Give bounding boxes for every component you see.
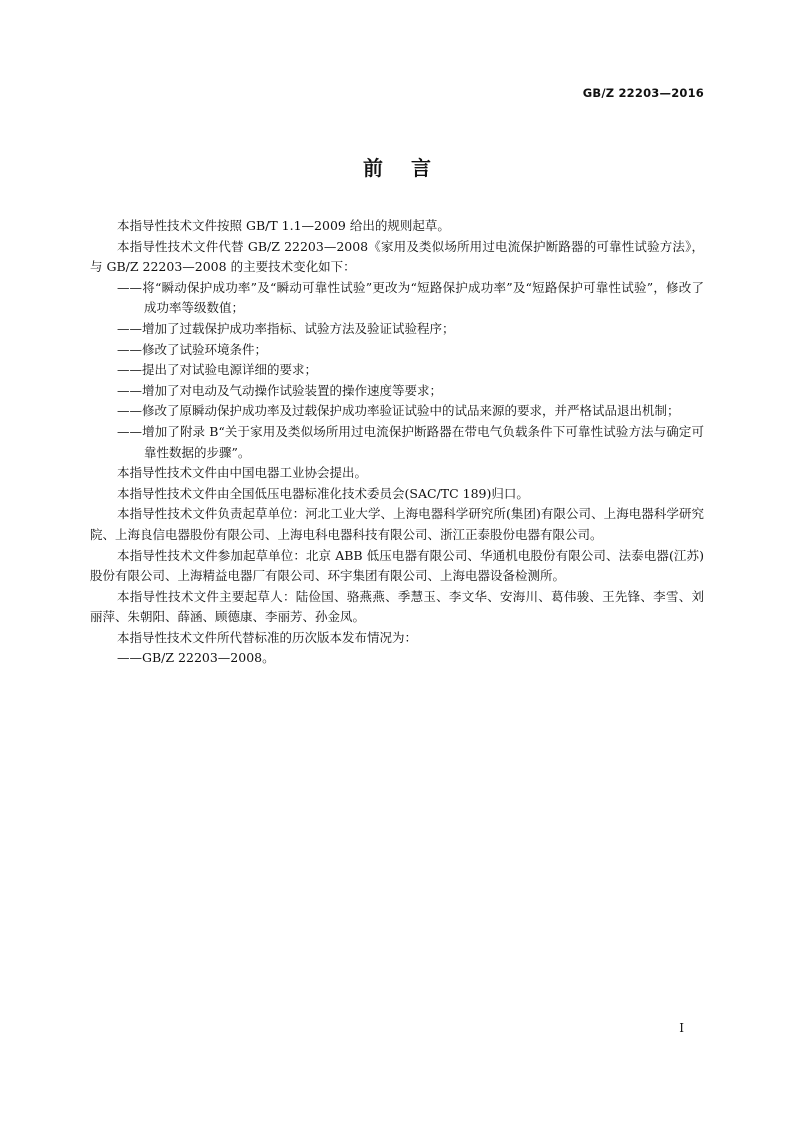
- change-item: ——修改了试验环境条件；: [117, 341, 268, 357]
- standard-number: GB/Z 22203—2016: [582, 86, 704, 100]
- paragraph-lead-drafters: 本指导性技术文件负责起草单位：河北工业大学、上海电器科学研究所(集团)有限公司、上海电器科学研究院、上海良信电器股份有限公司、上海电科电器科技有限公司、浙江正泰股份电器有限公司。: [90, 506, 704, 542]
- change-item: ——提出了对试验电源详细的要求；: [117, 362, 318, 378]
- change-item: ——将“瞬动保护成功率”及“瞬动可靠性试验”更改为“短路保护成功率”及“短路保护可靠性试验”，修改了成功率等级数值；: [117, 279, 704, 316]
- paragraph-version-history: 本指导性技术文件所代替标准的历次版本发布情况为：: [117, 629, 418, 645]
- paragraph-main-drafters: 本指导性技术文件主要起草人：陆俭国、骆燕燕、季慧玉、李文华、安海川、葛伟骏、王先锋、李雪、刘丽萍、朱朝阳、薛涵、顾德康、李丽芳、孙金凤。: [90, 588, 704, 625]
- page-number: I: [679, 1021, 684, 1035]
- paragraph-replacement: 本指导性技术文件代替 GB/Z 22203—2008《家用及类似场所用过电流保护断路器的可靠性试验方法》，与 GB/Z 22203—2008 的主要技术变化如下：: [90, 238, 704, 275]
- change-item: ——增加了过载保护成功率指标、试验方法及验证试验程序；: [117, 320, 455, 336]
- paragraph-committee: 本指导性技术文件由全国低压电器标准化技术委员会(SAC/TC 189)归口。: [117, 485, 529, 501]
- change-item: ——修改了原瞬动保护成功率及过载保护成功率验证试验中的试品来源的要求，并严格试品退出机制；: [117, 403, 680, 419]
- change-item: ——增加了对电动及气动操作试验装置的操作速度等要求；: [117, 382, 443, 398]
- paragraph-proposer: 本指导性技术文件由中国电器工业协会提出。: [117, 465, 368, 481]
- document-body: [90, 216, 704, 669]
- paragraph-participating-drafters: 本指导性技术文件参加起草单位：北京 ABB 低压电器有限公司、华通机电股份有限公司、法泰电器(江苏)股份有限公司、上海精益电器厂有限公司、环宇集团有限公司、上海电器设备检测所。: [90, 547, 704, 584]
- version-history-item: ——GB/Z 22203—2008。: [117, 650, 275, 666]
- page-title: 前言: [363, 156, 459, 180]
- change-item: ——增加了附录 B“关于家用及类似场所用过电流保护断路器在带电气负载条件下可靠性试验方法与确定可靠性数据的步骤”。: [117, 423, 704, 460]
- paragraph-drafting-rules: 本指导性技术文件按照 GB/T 1.1—2009 给出的规则起草。: [117, 218, 450, 233]
